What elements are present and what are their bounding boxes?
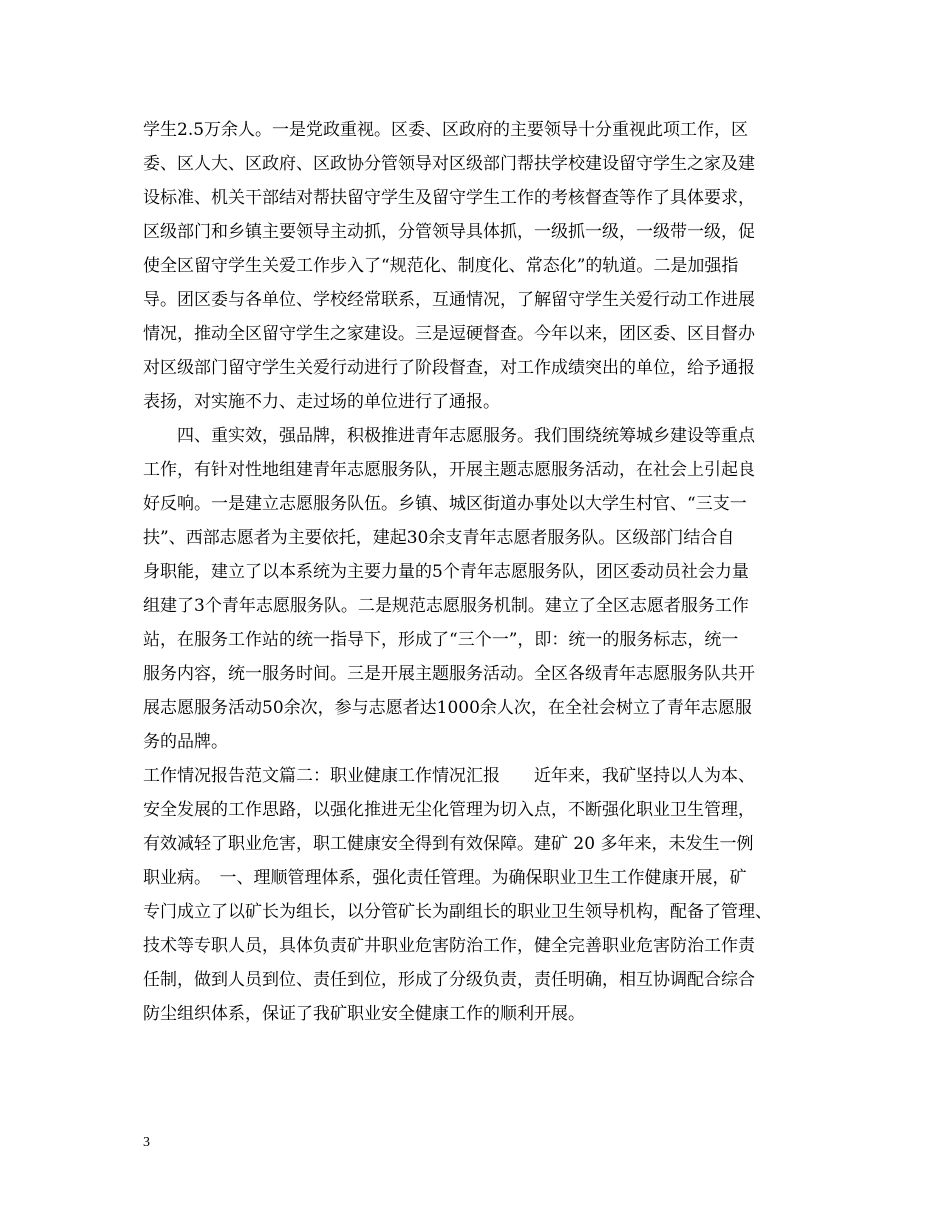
- text-line: 技术等专职人员，具体负责矿井职业危害防治工作，健全完善职业危害防治工作责: [143, 936, 755, 956]
- section-heading-line: 四、重实效，强品牌，积极推进青年志愿服务。我们围绕统筹城乡建设等重点: [143, 426, 755, 446]
- text-line: 工作，有针对性地组建青年志愿服务队，开展主题志愿服务活动，在社会上引起良: [143, 460, 755, 480]
- text-line: 情况，推动全区留守学生之家建设。三是逗硬督查。今年以来，团区委、区目督办: [143, 324, 755, 344]
- text-line: 身职能，建立了以本系统为主要力量的5个青年志愿服务队，团区委动员社会力量: [143, 562, 749, 582]
- text-line: 展志愿服务活动50余次，参与志愿者达1000余人次，在全社会树立了青年志愿服: [143, 698, 752, 718]
- text-line: 对区级部门留守学生关爱行动进行了阶段督查，对工作成绩突出的单位，给予通报: [143, 358, 755, 378]
- text-line: 区级部门和乡镇主要领导主动抓，分管领导具体抓，一级抓一级，一级带一级，促: [143, 222, 755, 242]
- text-line: 使全区留守学生关爱工作步入了“规范化、制度化、常态化”的轨道。二是加强指: [143, 256, 739, 276]
- page-number: 3: [143, 1135, 150, 1150]
- text-line: 任制，做到人员到位、责任到位，形成了分级负责，责任明确，相互协调配合综合: [143, 970, 755, 990]
- text-line: 表扬，对实施不力、走过场的单位进行了通报。: [143, 392, 500, 412]
- text-line: 防尘组织体系，保证了我矿职业安全健康工作的顺利开展。: [143, 1004, 585, 1024]
- text-line: 导。团区委与各单位、学校经常联系，互通情况，了解留守学生关爱行动工作进展: [143, 290, 755, 310]
- text-line: 服务内容，统一服务时间。三是开展主题服务活动。全区各级青年志愿服务队共开: [143, 664, 755, 684]
- text-line: 站，在服务工作站的统一指导下，形成了“三个一”，即：统一的服务标志，统一: [143, 630, 739, 650]
- text-line: 设标准、机关干部结对帮扶留守学生及留守学生工作的考核督查等作了具体要求，: [143, 188, 755, 208]
- text-line: 学生2.5万余人。一是党政重视。区委、区政府的主要领导十分重视此项工作，区: [143, 120, 749, 140]
- text-line: 委、区人大、区政府、区政协分管领导对区级部门帮扶学校建设留守学生之家及建: [143, 154, 755, 174]
- text-line: 安全发展的工作思路，以强化推进无尘化管理为切入点，不断强化职业卫生管理，: [143, 800, 755, 820]
- text-line: 职业病。 一、理顺管理体系，强化责任管理。为确保职业卫生工作健康开展，矿: [143, 868, 747, 888]
- text-line: 好反响。一是建立志愿服务队伍。乡镇、城区街道办事处以大学生村官、“三支一: [143, 494, 747, 514]
- text-line: 专门成立了以矿长为组长，以分管矿长为副组长的职业卫生领导机构，配备了管理、: [143, 902, 772, 922]
- article-title-line: 工作情况报告范文篇二：职业健康工作情况汇报 近年来，我矿坚持以人为本、: [143, 766, 755, 786]
- text-line: 有效减轻了职业危害，职工健康安全得到有效保障。建矿 20 多年来，未发生一例: [143, 834, 754, 854]
- text-line: 扶”、西部志愿者为主要依托，建起30余支青年志愿者服务队。区级部门结合自: [143, 528, 735, 548]
- text-line: 务的品牌。: [143, 732, 228, 752]
- text-line: 组建了3个青年志愿服务队。二是规范志愿服务机制。建立了全区志愿者服务工作: [143, 596, 749, 616]
